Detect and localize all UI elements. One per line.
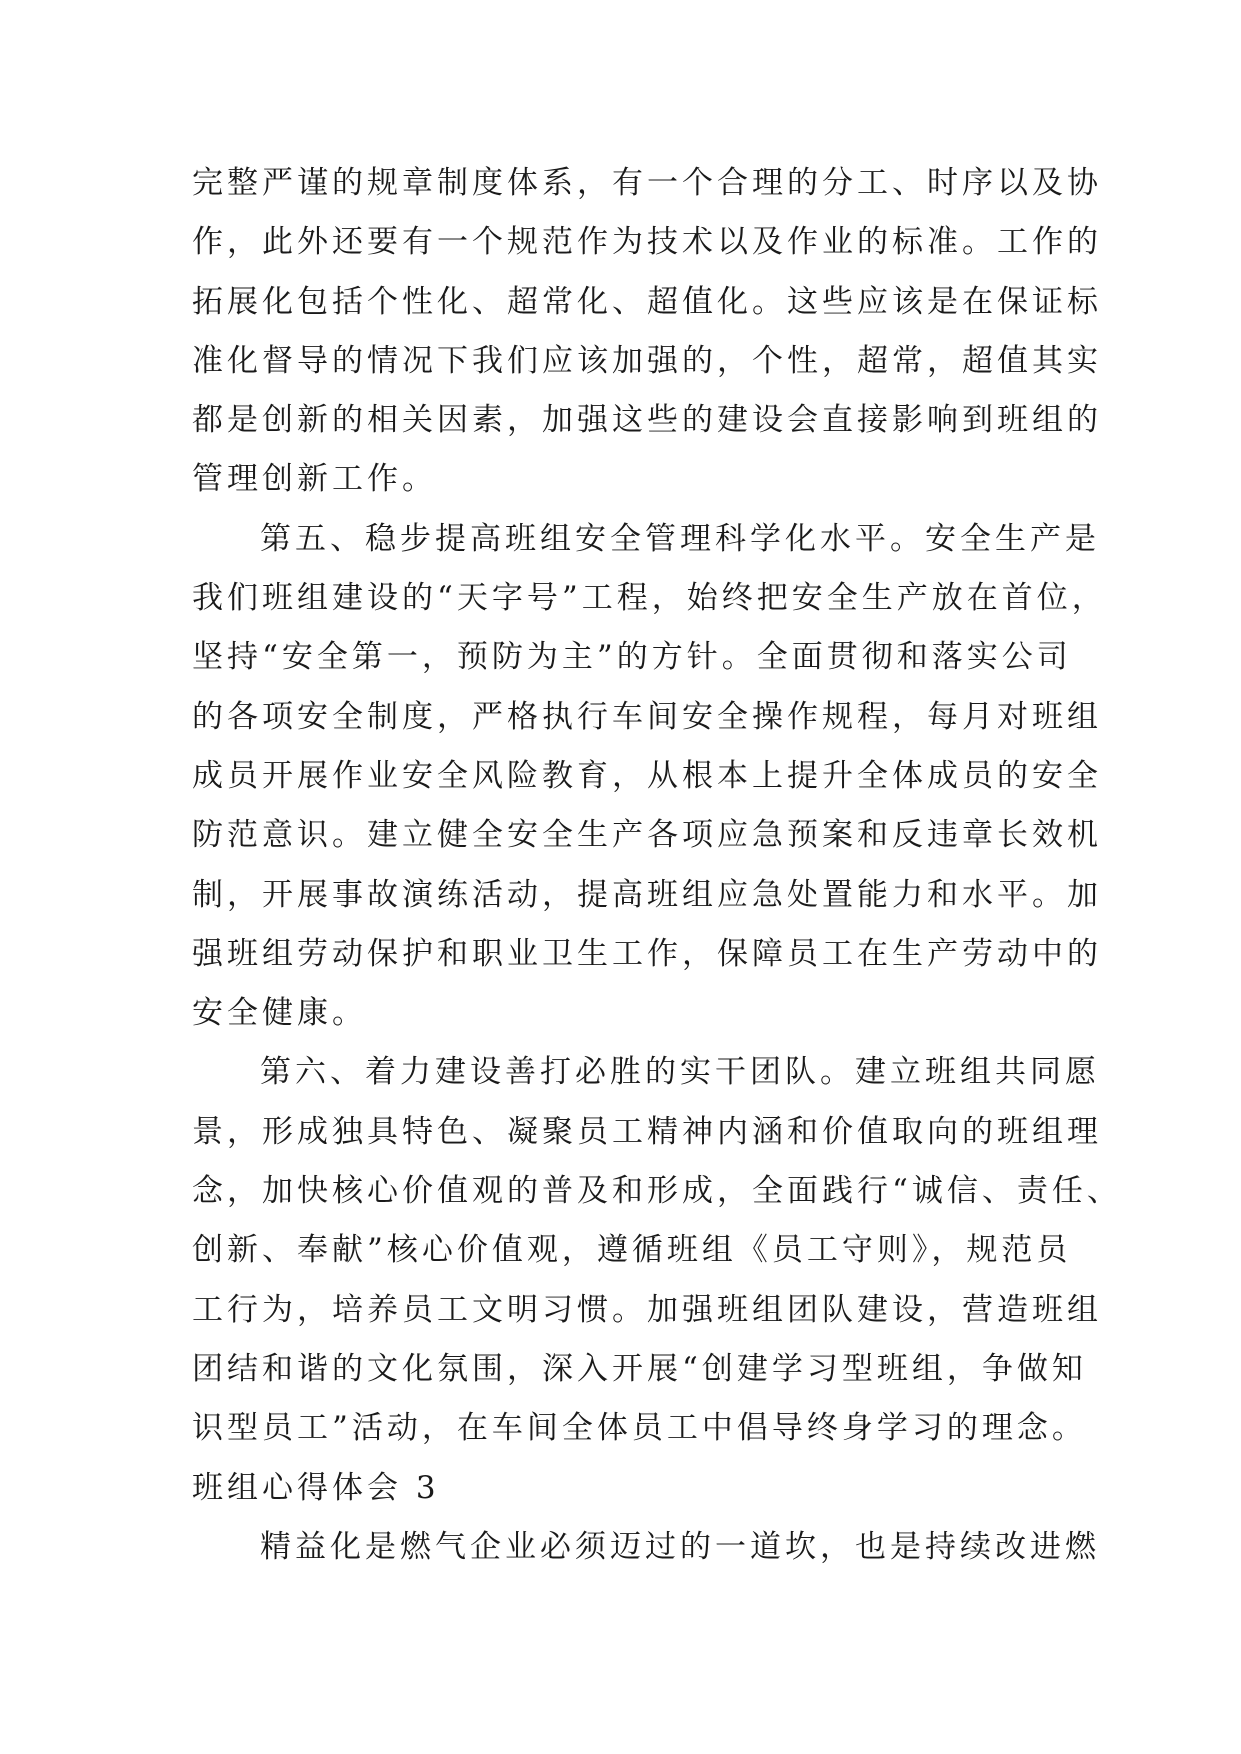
text-line: 制，开展事故演练活动，提高班组应急处置能力和水平。加: [192, 876, 1102, 913]
text-line: 创新、奉献”核心价值观，遵循班组《员工守则》，规范员: [192, 1232, 1072, 1269]
text-line: 识型员工”活动，在车间全体员工中倡导终身学习的理念。: [192, 1410, 1087, 1447]
text-line: 成员开展作业安全风险教育，从根本上提升全体成员的安全: [192, 757, 1102, 794]
text-line: 坚持“安全第一，预防为主”的方针。全面贯彻和落实公司: [192, 639, 1072, 676]
text-line: 安全健康。: [192, 995, 367, 1032]
text-line: 作，此外还要有一个规范作为技术以及作业的标准。工作的: [192, 224, 1102, 261]
text-line: 景，形成独具特色、凝聚员工精神内涵和价值取向的班组理: [192, 1113, 1102, 1150]
body-text: [192, 154, 1122, 1577]
text-line: 防范意识。建立健全安全生产各项应急预案和反违章长效机: [192, 817, 1102, 854]
text-line: 管理创新工作。: [192, 461, 437, 498]
section-heading: 班组心得体会 3: [192, 1469, 440, 1506]
text-line: 准化督导的情况下我们应该加强的，个性，超常，超值其实: [192, 342, 1102, 379]
text-line: 的各项安全制度，严格执行车间安全操作规程，每月对班组: [192, 698, 1102, 735]
text-line: 我们班组建设的“天字号”工程，始终把安全生产放在首位，: [192, 580, 1107, 617]
paragraph-start-line: 精益化是燃气企业必须迈过的一道坎，也是持续改进燃: [260, 1528, 1100, 1565]
text-line: 都是创新的相关因素，加强这些的建设会直接影响到班组的: [192, 402, 1102, 439]
paragraph-start-line: 第六、着力建设善打必胜的实干团队。建立班组共同愿: [260, 1054, 1100, 1091]
text-line: 强班组劳动保护和职业卫生工作，保障员工在生产劳动中的: [192, 935, 1102, 972]
text-line: 团结和谐的文化氛围，深入开展“创建学习型班组，争做知: [192, 1350, 1087, 1387]
text-line: 拓展化包括个性化、超常化、超值化。这些应该是在保证标: [192, 283, 1102, 320]
text-line: 完整严谨的规章制度体系，有一个合理的分工、时序以及协: [192, 165, 1102, 201]
paragraph-start-line: 第五、稳步提高班组安全管理科学化水平。安全生产是: [260, 520, 1100, 557]
text-line: 念，加快核心价值观的普及和形成，全面践行“诚信、责任、: [192, 1173, 1122, 1210]
text-line: 工行为，培养员工文明习惯。加强班组团队建设，营造班组: [192, 1291, 1102, 1328]
